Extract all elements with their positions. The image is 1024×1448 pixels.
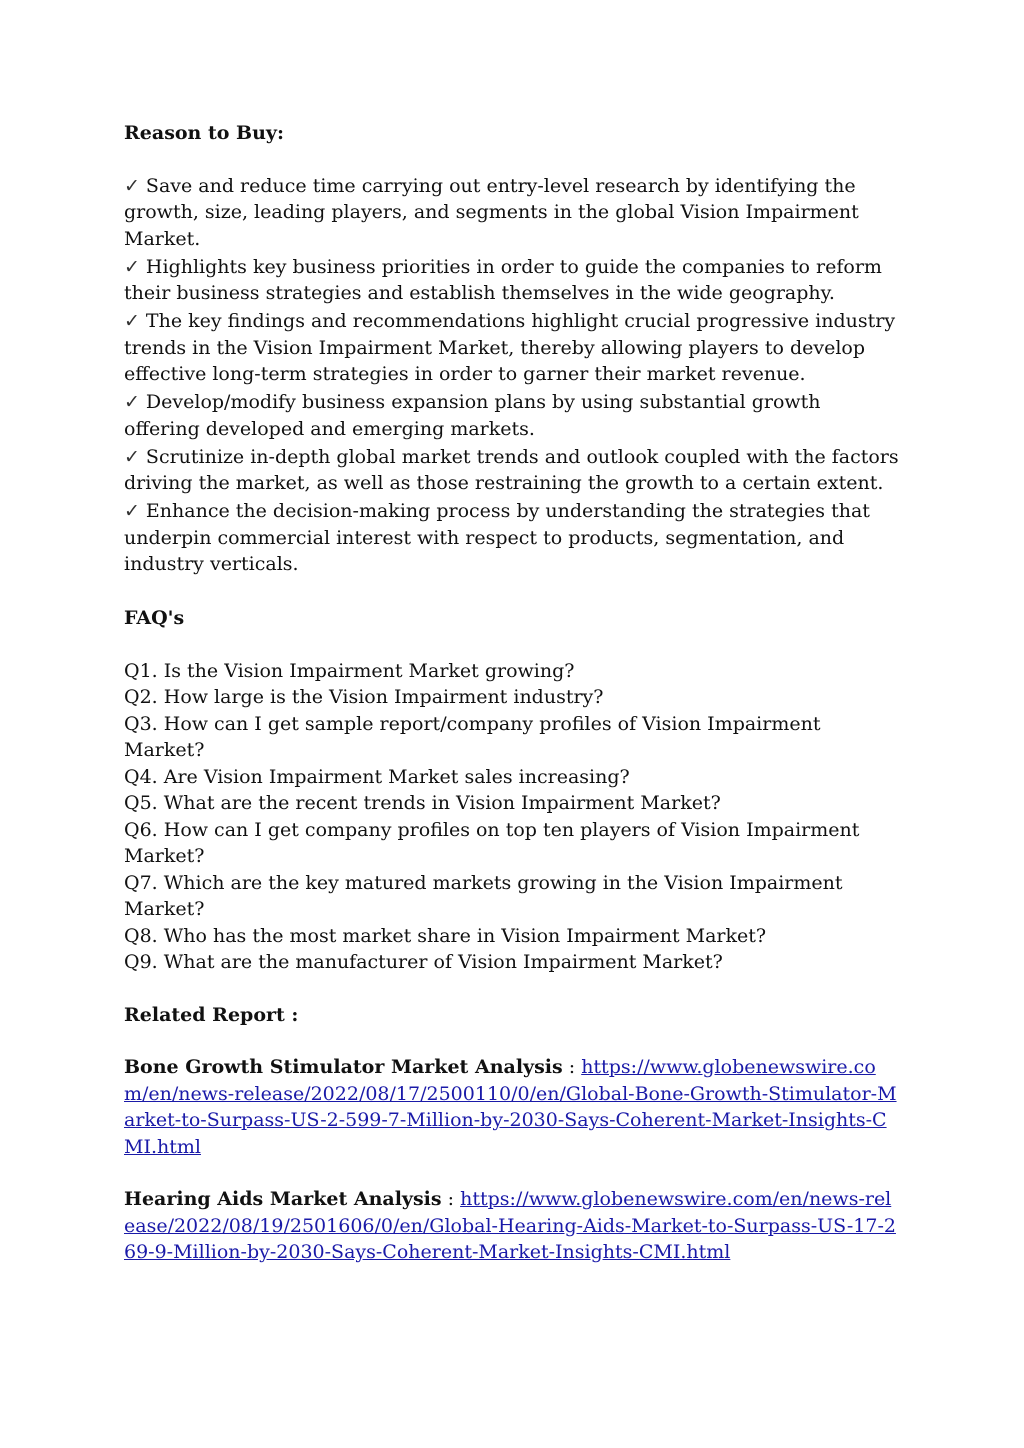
reason-text: Save and reduce time carrying out entry-level research by identifying the growth, size, leading players, and segments in the global Vision Impairment Market.	[124, 174, 859, 250]
check-mark-icon: ✓	[124, 255, 140, 278]
reason-item	[124, 173, 899, 253]
reason-text: Develop/modify business expansion plans by using substantial growth offering developed and emerging markets.	[124, 391, 821, 440]
report-separator: :	[441, 1188, 461, 1210]
faq-item: Q4. Are Vision Impairment Market sales increasing?	[124, 765, 630, 788]
reason-item	[124, 308, 899, 388]
faq-item: Q9. What are the manufacturer of Vision Impairment Market?	[124, 951, 723, 973]
faq-heading: FAQ's	[124, 607, 185, 629]
check-mark-icon: ✓	[124, 391, 140, 413]
reason-item	[124, 389, 899, 442]
faq-item: Q2. How large is the Vision Impairment industry?	[124, 686, 604, 708]
related-report-heading: Related Report :	[124, 1003, 299, 1026]
check-mark-icon: ✓	[124, 174, 140, 197]
faq-item: Q6. How can I get company profiles on top ten players of Vision Impairment Market?	[124, 818, 860, 867]
faq-item: Q7. Which are the key matured markets growing in the Vision Impairment Market?	[124, 871, 843, 920]
faq-item: Q8. Who has the most market share in Vision Impairment Market?	[124, 924, 767, 947]
report-separator: :	[562, 1056, 582, 1078]
faq-item: Q5. What are the recent trends in Vision Impairment Market?	[124, 792, 721, 814]
reason-list	[124, 173, 899, 578]
reason-text: Scrutinize in-depth global market trends and outlook coupled with the factors driving the market, as well as those restraining the growth to a certain extent.	[124, 445, 899, 494]
reason-text: The key findings and recommendations highlight crucial progressive industry trends in the Vision Impairment Market, thereby allowing players to develop effective long-term strategies in order to garner their market revenue.	[124, 310, 896, 385]
faq-list	[124, 658, 899, 976]
check-mark-icon: ✓	[124, 310, 140, 332]
check-mark-icon: ✓	[124, 500, 140, 522]
reason-text: Enhance the decision-making process by understanding the strategies that underpin commercial interest with respect to products, segmentation, and industry verticals.	[124, 500, 870, 575]
reason-text: Highlights key business priorities in order to guide the companies to reform their business strategies and establish themselves in the wide geography.	[124, 255, 882, 304]
report-link[interactable]: https://www.globenewswire.com/en/news-release/2022/08/17/2500110/0/en/Global-Bone-Growth-Stimulator-Market-to-Surpass-US-2-599-7-Million-by-2030-Says-Coherent-Market-Insights-CMI.html	[124, 1056, 897, 1158]
related-report-bone-growth	[124, 1054, 899, 1160]
reason-item	[124, 498, 899, 578]
faq-item: Q3. How can I get sample report/company profiles of Vision Impairment Market?	[124, 712, 821, 761]
document-page	[124, 120, 899, 1266]
reason-to-buy-heading: Reason to Buy:	[124, 122, 284, 144]
faq-item: Q1. Is the Vision Impairment Market growing?	[124, 659, 575, 682]
report-link[interactable]: https://www.globenewswire.com/en/news-release/2022/08/19/2501606/0/en/Global-Hearing-Aids-Market-to-Surpass-US-17-269-9-Million-by-2030-Says-Coherent-Market-Insights-CMI.html	[124, 1188, 896, 1263]
report-name: Hearing Aids Market Analysis	[124, 1188, 442, 1210]
check-mark-icon: ✓	[124, 445, 140, 468]
reason-item	[124, 444, 899, 497]
related-report-hearing-aids	[124, 1186, 899, 1266]
reason-item	[124, 254, 899, 307]
report-name: Bone Growth Stimulator Market Analysis	[124, 1056, 563, 1078]
